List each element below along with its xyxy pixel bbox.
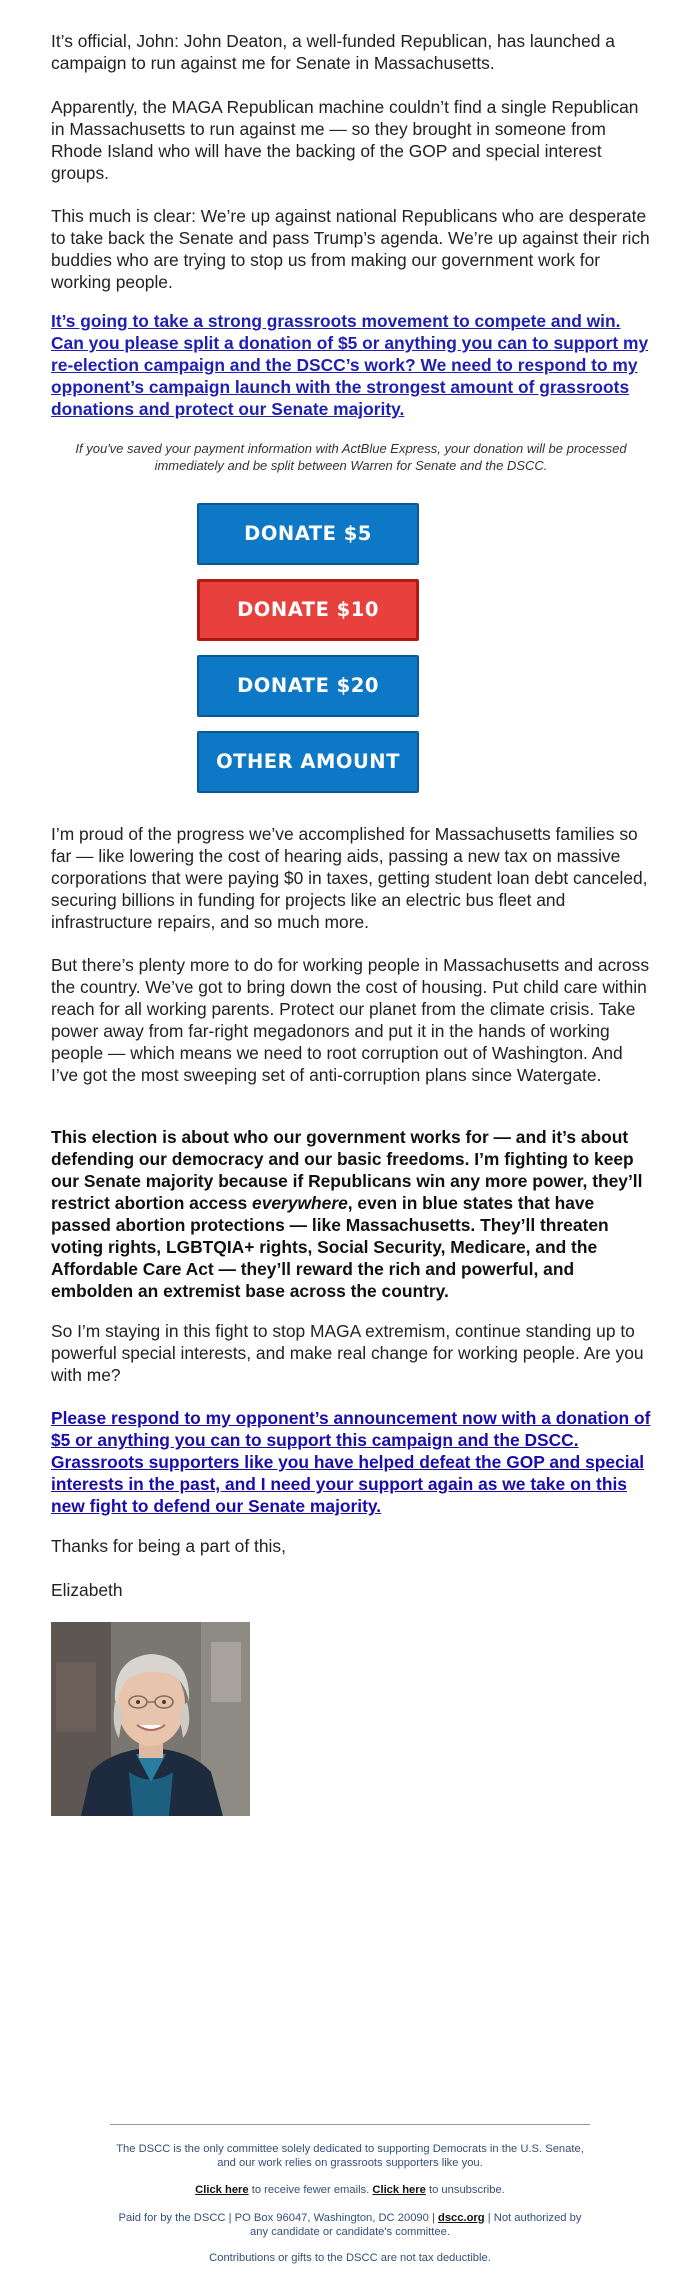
signature-name: Elizabeth <box>51 1580 123 1600</box>
actblue-note: If you've saved your payment information with ActBlue Express, your donation will be processed immediately and be split between Warren for Senate and the DSCC. <box>75 441 627 473</box>
footer-mission: The DSCC is the only committee solely dedicated to supporting Democrats in the U.S. Senate, and our work relies on grassroots supporters like you. <box>116 2143 584 2169</box>
paragraph-staying-in-fight: So I’m staying in this fight to stop MAGA extremism, continue standing up to powerful special interests, and make real change for working people. Are you with me? <box>51 1321 644 1385</box>
fewer-emails-text: to receive fewer emails. <box>248 2184 373 2196</box>
paragraph-maga: Apparently, the MAGA Republican machine couldn’t find a single Republican in Massachusetts to run against me — so they brought in someone from Rhode Island who will have the backing of the GOP and special interest groups. <box>51 97 639 183</box>
footer-paid-for <box>110 2211 590 2239</box>
paragraph-national-republicans: This much is clear: We’re up against national Republicans who are desperate to take back the Senate and pass Trump’s agenda. We’re up against their rich buddies who are trying to stop us from making our government work for working people. <box>51 206 650 292</box>
unsubscribe-link[interactable]: Click here <box>372 2184 426 2196</box>
footer-divider <box>110 2124 590 2125</box>
footer-tax-note: Contributions or gifts to the DSCC are not tax deductible. <box>209 2252 491 2264</box>
unsubscribe-text: to unsubscribe. <box>425 2184 505 2196</box>
donate-5-button[interactable]: DONATE $5 <box>197 503 419 565</box>
donate-10-button[interactable]: DONATE $10 <box>197 579 419 641</box>
paragraph-intro: It’s official, John: John Deaton, a well-funded Republican, has launched a campaign to run against me for Senate in Massachusetts. <box>51 31 615 73</box>
paid-for-tail: | Not authorized by any candidate or candidate's committee. <box>250 2212 582 2238</box>
paragraph-more-to-do: But there’s plenty more to do for working people in Massachusetts and across the country. We’ve got to bring down the cost of housing. Put child care within reach for all working parents. Protect our planet from the climate crisis. Take power away from far-right megadonors and put it in the hands of working people — which means we need to root corruption out of Washington. And I’ve got the most sweeping set of anti-corruption plans since Watergate. <box>51 955 650 1085</box>
election-stakes-emphasis: everywhere <box>252 1193 348 1213</box>
paid-for-text: Paid for by the DSCC | PO Box 96047, Washington, DC 20090 | <box>118 2212 438 2224</box>
donate-20-button[interactable]: DONATE $20 <box>197 655 419 717</box>
footer-email-preferences <box>110 2183 590 2197</box>
dscc-site-link[interactable]: dscc.org <box>437 2212 485 2224</box>
paragraph-election-stakes <box>51 1126 651 1302</box>
fewer-emails-link[interactable]: Click here <box>195 2184 249 2196</box>
donate-link-respond[interactable]: Please respond to my opponent’s announcement now with a donation of $5 or anything you can to support this campaign and the DSCC. Grassroots supporters like you have helped defeat the GOP and special interests in the past, and I need your support again as we take on this new fight to defend our Senate majority. <box>51 1408 651 1516</box>
elizabeth-portrait-photo <box>51 1622 250 1816</box>
donate-link-split-donation[interactable]: It’s going to take a strong grassroots movement to compete and win. Can you please split a donation of $5 or anything you can to support my re-election campaign and the DSCC’s work? We need to respond to my opponent’s campaign launch with the strongest amount of grassroots donations and protect our Senate majority. <box>51 311 649 419</box>
election-stakes-text-1: This election is about who our government works for — and it’s about defending our democracy and our basic freedoms. I’m fighting to keep our Senate majority because if Republicans win any more power, they’ll restrict abortion access <box>51 1127 643 1213</box>
closing-line: Thanks for being a part of this, <box>51 1536 286 1556</box>
other-amount-button[interactable]: OTHER AMOUNT <box>197 731 419 793</box>
election-stakes-text-2: , even in blue states that have passed abortion protections — like Massachusetts. They’ll threaten voting rights, LGBTQIA+ rights, Social Security, Medicare, and the Affordable Care Act — they’ll reward the rich and powerful, and embolden an extremist base across the country. <box>51 1193 609 1301</box>
paragraph-progress: I’m proud of the progress we’ve accomplished for Massachusetts families so far — like lowering the cost of hearing aids, passing a new tax on massive corporations that were paying $0 in taxes, getting student loan debt canceled, securing billions in funding for projects like an electric bus fleet and infrastructure repairs, and so much more. <box>51 824 648 932</box>
